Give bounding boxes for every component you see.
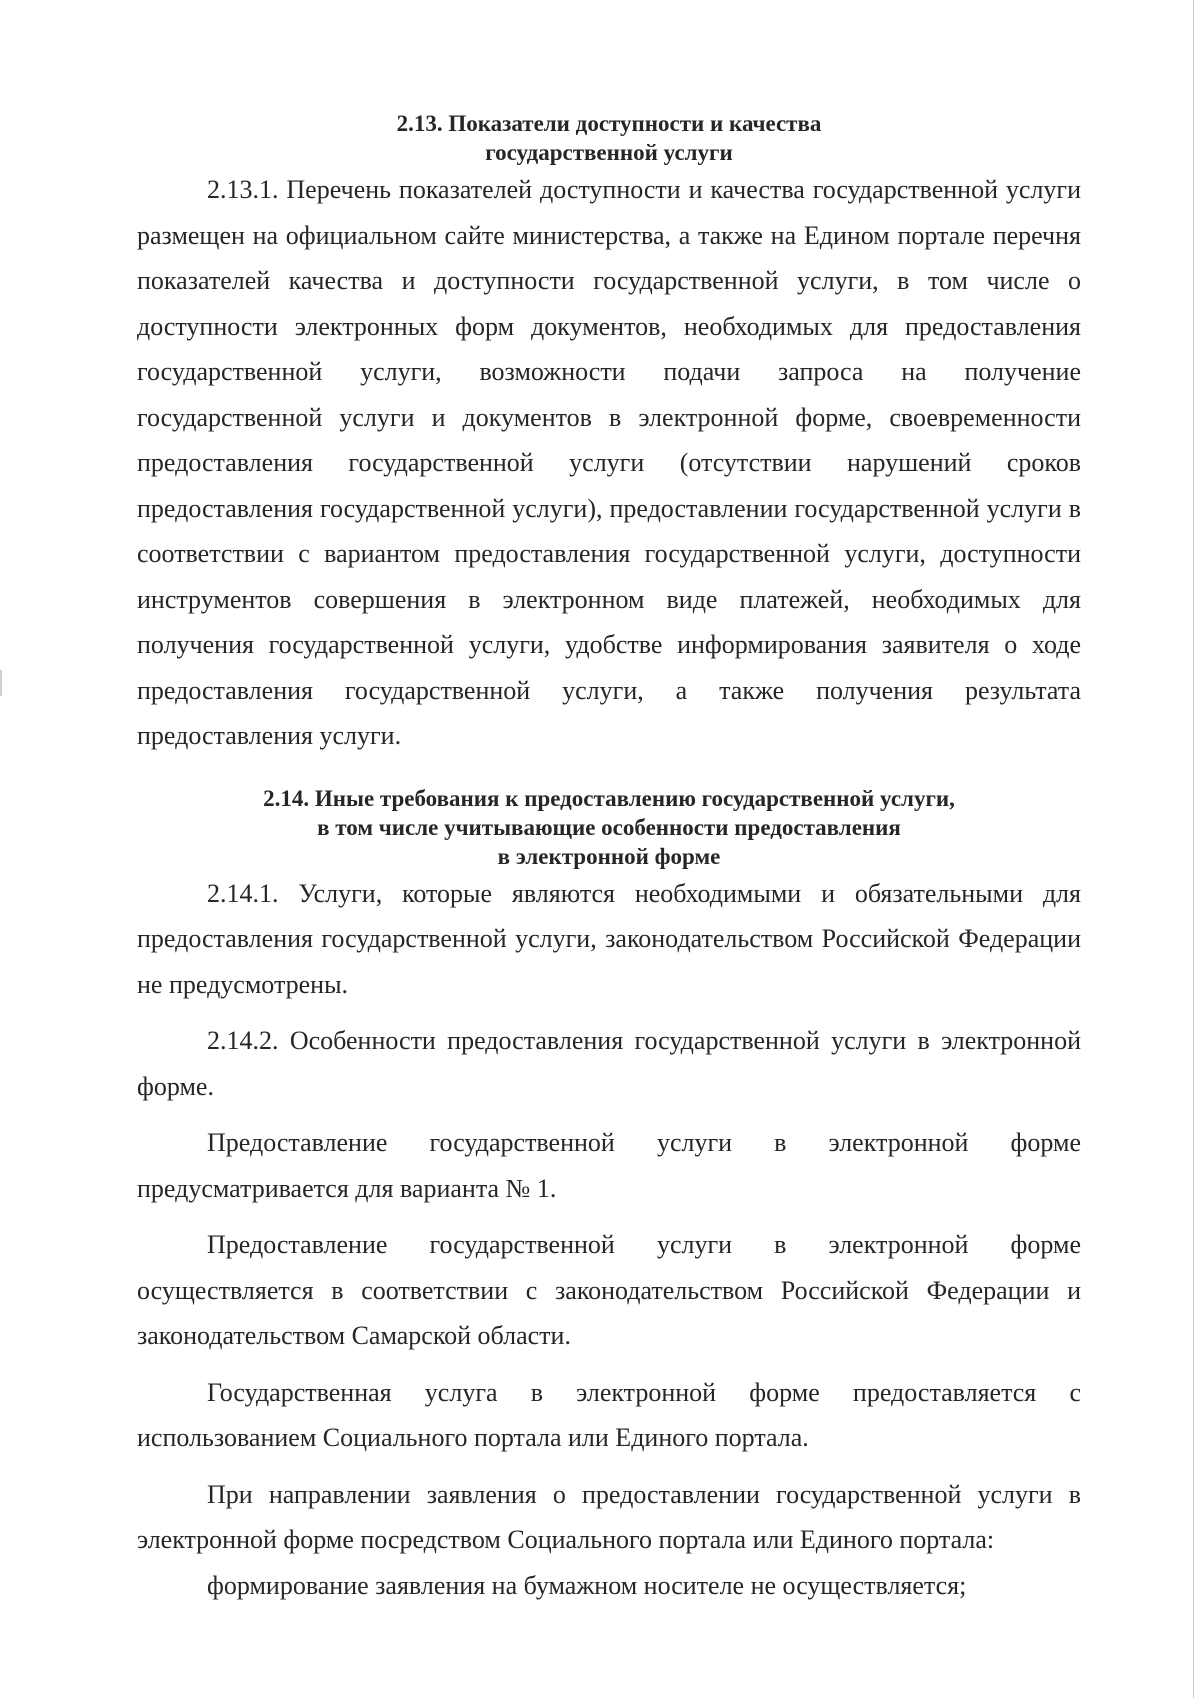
section-2-13-heading-line-1: 2.13. Показатели доступности и качества (396, 111, 822, 136)
document-body (137, 109, 1081, 1608)
spacer (137, 759, 1081, 784)
paragraph-application-submission: При направлении заявления о предоставлении государственной услуги в электронной форме посредством Социального портала или Единого портала: (137, 1479, 1081, 1554)
section-2-13-heading-line-2: государственной услуги (485, 140, 733, 165)
spacer (137, 1109, 1081, 1120)
paragraph-2-14-2: 2.14.2. Особенности предоставления государственной услуги в электронной форме. (137, 1026, 1081, 1101)
scan-edge-line (1193, 0, 1194, 1698)
scan-edge-mark (0, 670, 2, 696)
spacer (137, 1359, 1081, 1370)
paragraph-paper-form: формирование заявления на бумажном носителе не осуществляется; (207, 1570, 967, 1600)
spacer (137, 1007, 1081, 1018)
section-2-13-heading (137, 109, 1081, 167)
section-2-14-heading-line-3: в электронной форме (497, 843, 721, 869)
paragraph-portals: Государственная услуга в электронной форме предоставляется с использованием Социального портала или Единого портала. (137, 1377, 1081, 1452)
paragraph-2-14-1: 2.14.1. Услуги, которые являются необходимыми и обязательными для предоставления государственной услуги, законодательством Российской Федерации не предусмотрены. (137, 878, 1081, 999)
section-2-14-heading-line-1: 2.14. Иные требования к предоставлению государственной услуги, (263, 785, 955, 811)
paragraph-electronic-form-variant: Предоставление государственной услуги в электронной форме предусматривается для варианта № 1. (137, 1128, 1081, 1203)
spacer (137, 1461, 1081, 1472)
paragraph-legislation: Предоставление государственной услуги в электронной форме осуществляется в соответствии с законодательством Российской Федерации и законодательством Самарской области. (137, 1230, 1081, 1350)
spacer (137, 1211, 1081, 1222)
section-2-14-heading-line-2: в том числе учитывающие особенности предоставления (317, 814, 901, 840)
paragraph-2-13-1: 2.13.1. Перечень показателей доступности и качества государственной услуги размещен на официальном сайте министерства, а также на Едином портале перечня показателей качества и доступности государственной услуги, в том числе о доступности электронных форм документов, необходимых для предоставления государственной услуги, возможности подачи запроса на получение государственной услуги и документов в электронной форме, своевременности предоставления государственной услуги (отсутствии нарушений сроков предоставления государственной услуги), предоставлении государственной услуги в соответствии с вариантом предоставления государственной услуги, доступности инструментов совершения в электронном виде платежей, необходимых для получения государственной услуги, удобстве информирования заявителя о ходе предоставления государственной услуги, а также получения результата предоставления услуги. (137, 175, 1081, 750)
section-2-14-heading (137, 784, 1081, 871)
